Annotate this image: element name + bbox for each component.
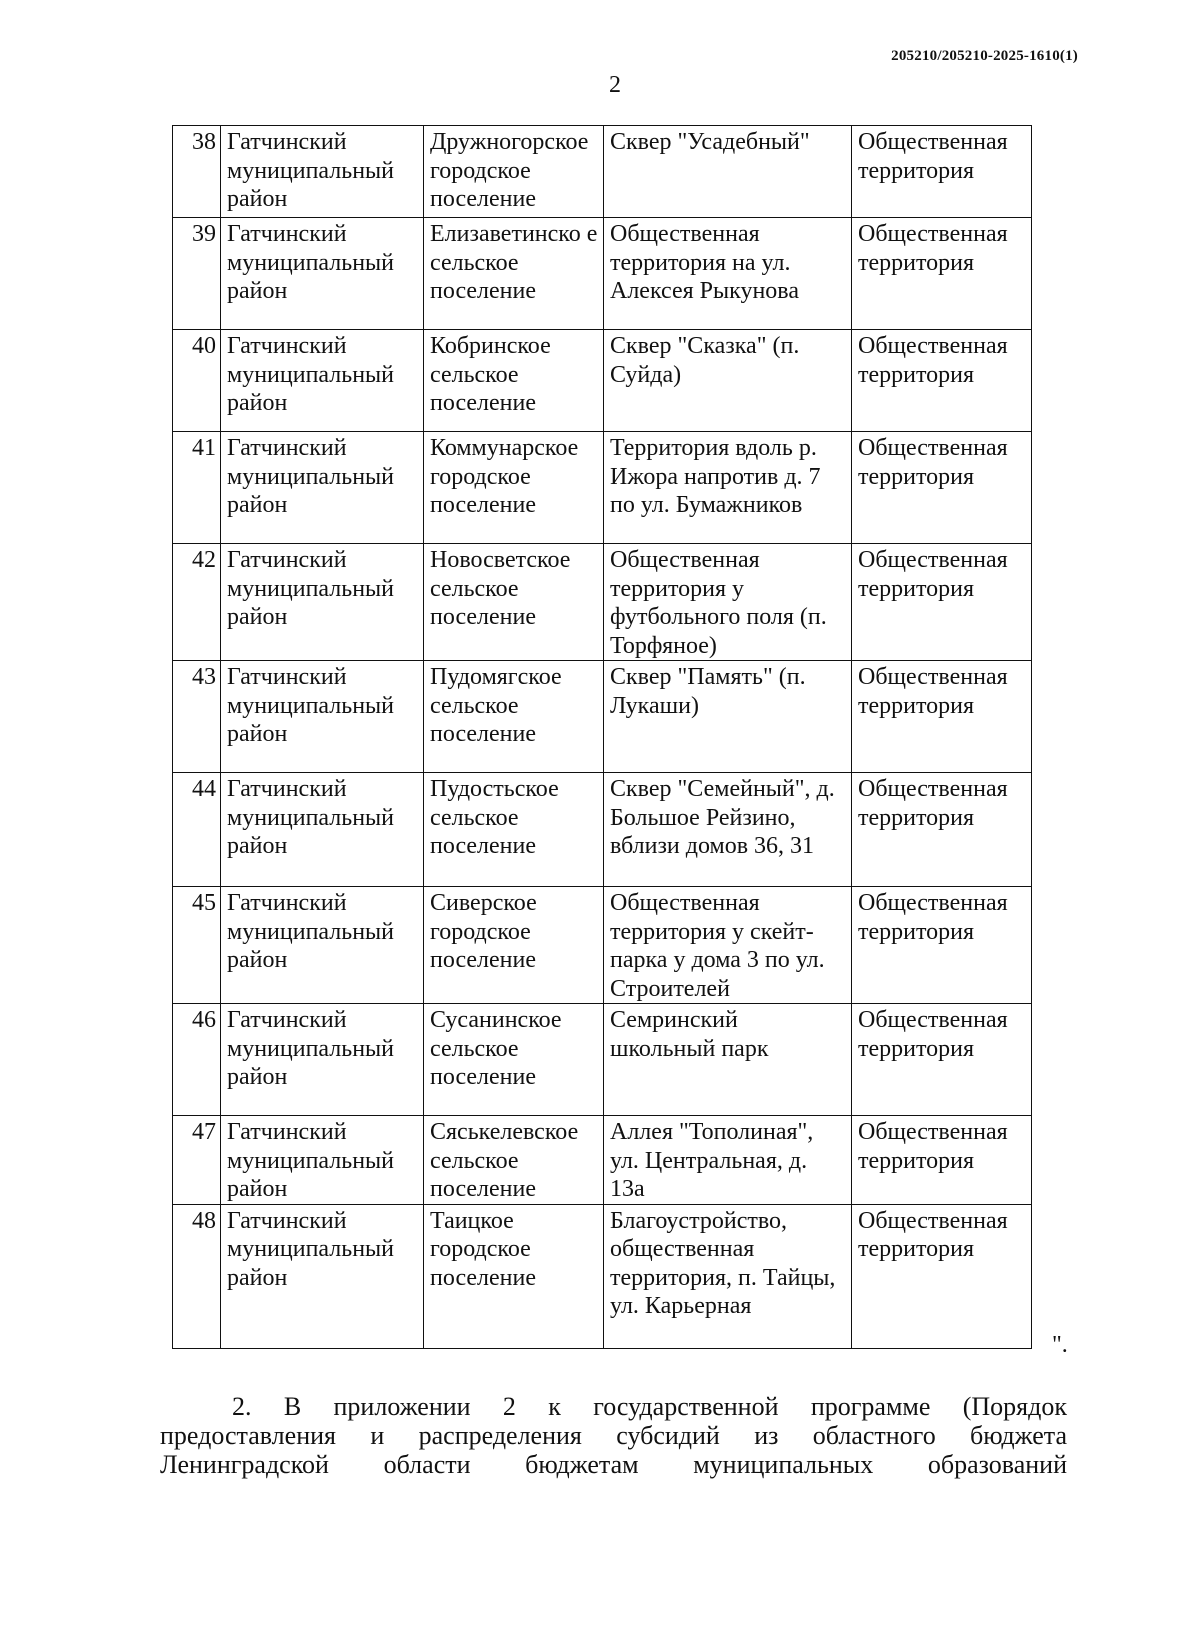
table-row [173, 126, 1032, 218]
object-cell: Общественная территория у скейт-парка у дома 3 по ул. Строителей [604, 887, 852, 1004]
document-id: 205210/205210-2025-1610(1) [891, 48, 1078, 64]
row-number: 48 [173, 1204, 221, 1348]
type-cell: Общественная территория [852, 218, 1032, 330]
object-cell: Территория вдоль р. Ижора напротив д. 7 по ул. Бумажников [604, 432, 852, 544]
page-number: 2 [609, 72, 621, 98]
row-number: 45 [173, 887, 221, 1004]
closing-quote: ". [1052, 1332, 1068, 1358]
district-cell: Гатчинский муниципальный район [221, 330, 424, 432]
district-cell: Гатчинский муниципальный район [221, 126, 424, 218]
object-cell: Благоустройство, общественная территория, п. Тайцы, ул. Карьерная [604, 1204, 852, 1348]
object-cell: Семринский школьный парк [604, 1004, 852, 1116]
territory-table [172, 125, 1032, 1349]
table-row [173, 887, 1032, 1004]
type-cell: Общественная территория [852, 330, 1032, 432]
table-row [173, 1204, 1032, 1348]
settlement-cell: Сиверское городское поселение [424, 887, 604, 1004]
table-row [173, 544, 1032, 661]
district-cell: Гатчинский муниципальный район [221, 773, 424, 887]
object-cell: Аллея "Тополиная", ул. Центральная, д. 13а [604, 1116, 852, 1205]
settlement-cell: Кобринское сельское поселение [424, 330, 604, 432]
row-number: 47 [173, 1116, 221, 1205]
district-cell: Гатчинский муниципальный район [221, 544, 424, 661]
district-cell: Гатчинский муниципальный район [221, 887, 424, 1004]
object-cell: Сквер "Сказка" (п. Суйда) [604, 330, 852, 432]
settlement-cell: Коммунарское городское поселение [424, 432, 604, 544]
type-cell: Общественная территория [852, 1004, 1032, 1116]
row-number: 41 [173, 432, 221, 544]
settlement-cell: Пудомягское сельское поселение [424, 661, 604, 773]
table-row [173, 1116, 1032, 1205]
district-cell: Гатчинский муниципальный район [221, 1116, 424, 1205]
settlement-cell: Елизаветинско е сельское поселение [424, 218, 604, 330]
type-cell: Общественная территория [852, 432, 1032, 544]
row-number: 38 [173, 126, 221, 218]
paragraph-line: предоставления и распределения субсидий из областного бюджета [160, 1421, 1067, 1450]
settlement-cell: Таицкое городское поселение [424, 1204, 604, 1348]
settlement-cell: Новосветское сельское поселение [424, 544, 604, 661]
district-cell: Гатчинский муниципальный район [221, 1004, 424, 1116]
row-number: 46 [173, 1004, 221, 1116]
table-row [173, 330, 1032, 432]
paragraph-line: 2. В приложении 2 к государственной программе (Порядок [232, 1392, 1067, 1421]
row-number: 40 [173, 330, 221, 432]
row-number: 44 [173, 773, 221, 887]
object-cell: Сквер "Память" (п. Лукаши) [604, 661, 852, 773]
table-row [173, 773, 1032, 887]
district-cell: Гатчинский муниципальный район [221, 1204, 424, 1348]
type-cell: Общественная территория [852, 887, 1032, 1004]
object-cell: Общественная территория на ул. Алексея Рыкунова [604, 218, 852, 330]
object-cell: Общественная территория у футбольного поля (п. Торфяное) [604, 544, 852, 661]
settlement-cell: Сусанинское сельское поселение [424, 1004, 604, 1116]
table-row [173, 1004, 1032, 1116]
type-cell: Общественная территория [852, 1204, 1032, 1348]
district-cell: Гатчинский муниципальный район [221, 432, 424, 544]
table-row [173, 218, 1032, 330]
type-cell: Общественная территория [852, 661, 1032, 773]
type-cell: Общественная территория [852, 544, 1032, 661]
table-row [173, 432, 1032, 544]
row-number: 39 [173, 218, 221, 330]
body-paragraph [160, 1392, 1067, 1479]
type-cell: Общественная территория [852, 126, 1032, 218]
object-cell: Сквер "Усадебный" [604, 126, 852, 218]
settlement-cell: Сяськелевское сельское поселение [424, 1116, 604, 1205]
settlement-cell: Дружногорское городское поселение [424, 126, 604, 218]
settlement-cell: Пудостьское сельское поселение [424, 773, 604, 887]
object-cell: Сквер "Семейный", д. Большое Рейзино, вблизи домов 36, 31 [604, 773, 852, 887]
district-cell: Гатчинский муниципальный район [221, 661, 424, 773]
type-cell: Общественная территория [852, 1116, 1032, 1205]
table-row [173, 661, 1032, 773]
row-number: 43 [173, 661, 221, 773]
paragraph-line: Ленинградской области бюджетам муниципальных образований [160, 1450, 1067, 1479]
district-cell: Гатчинский муниципальный район [221, 218, 424, 330]
row-number: 42 [173, 544, 221, 661]
type-cell: Общественная территория [852, 773, 1032, 887]
